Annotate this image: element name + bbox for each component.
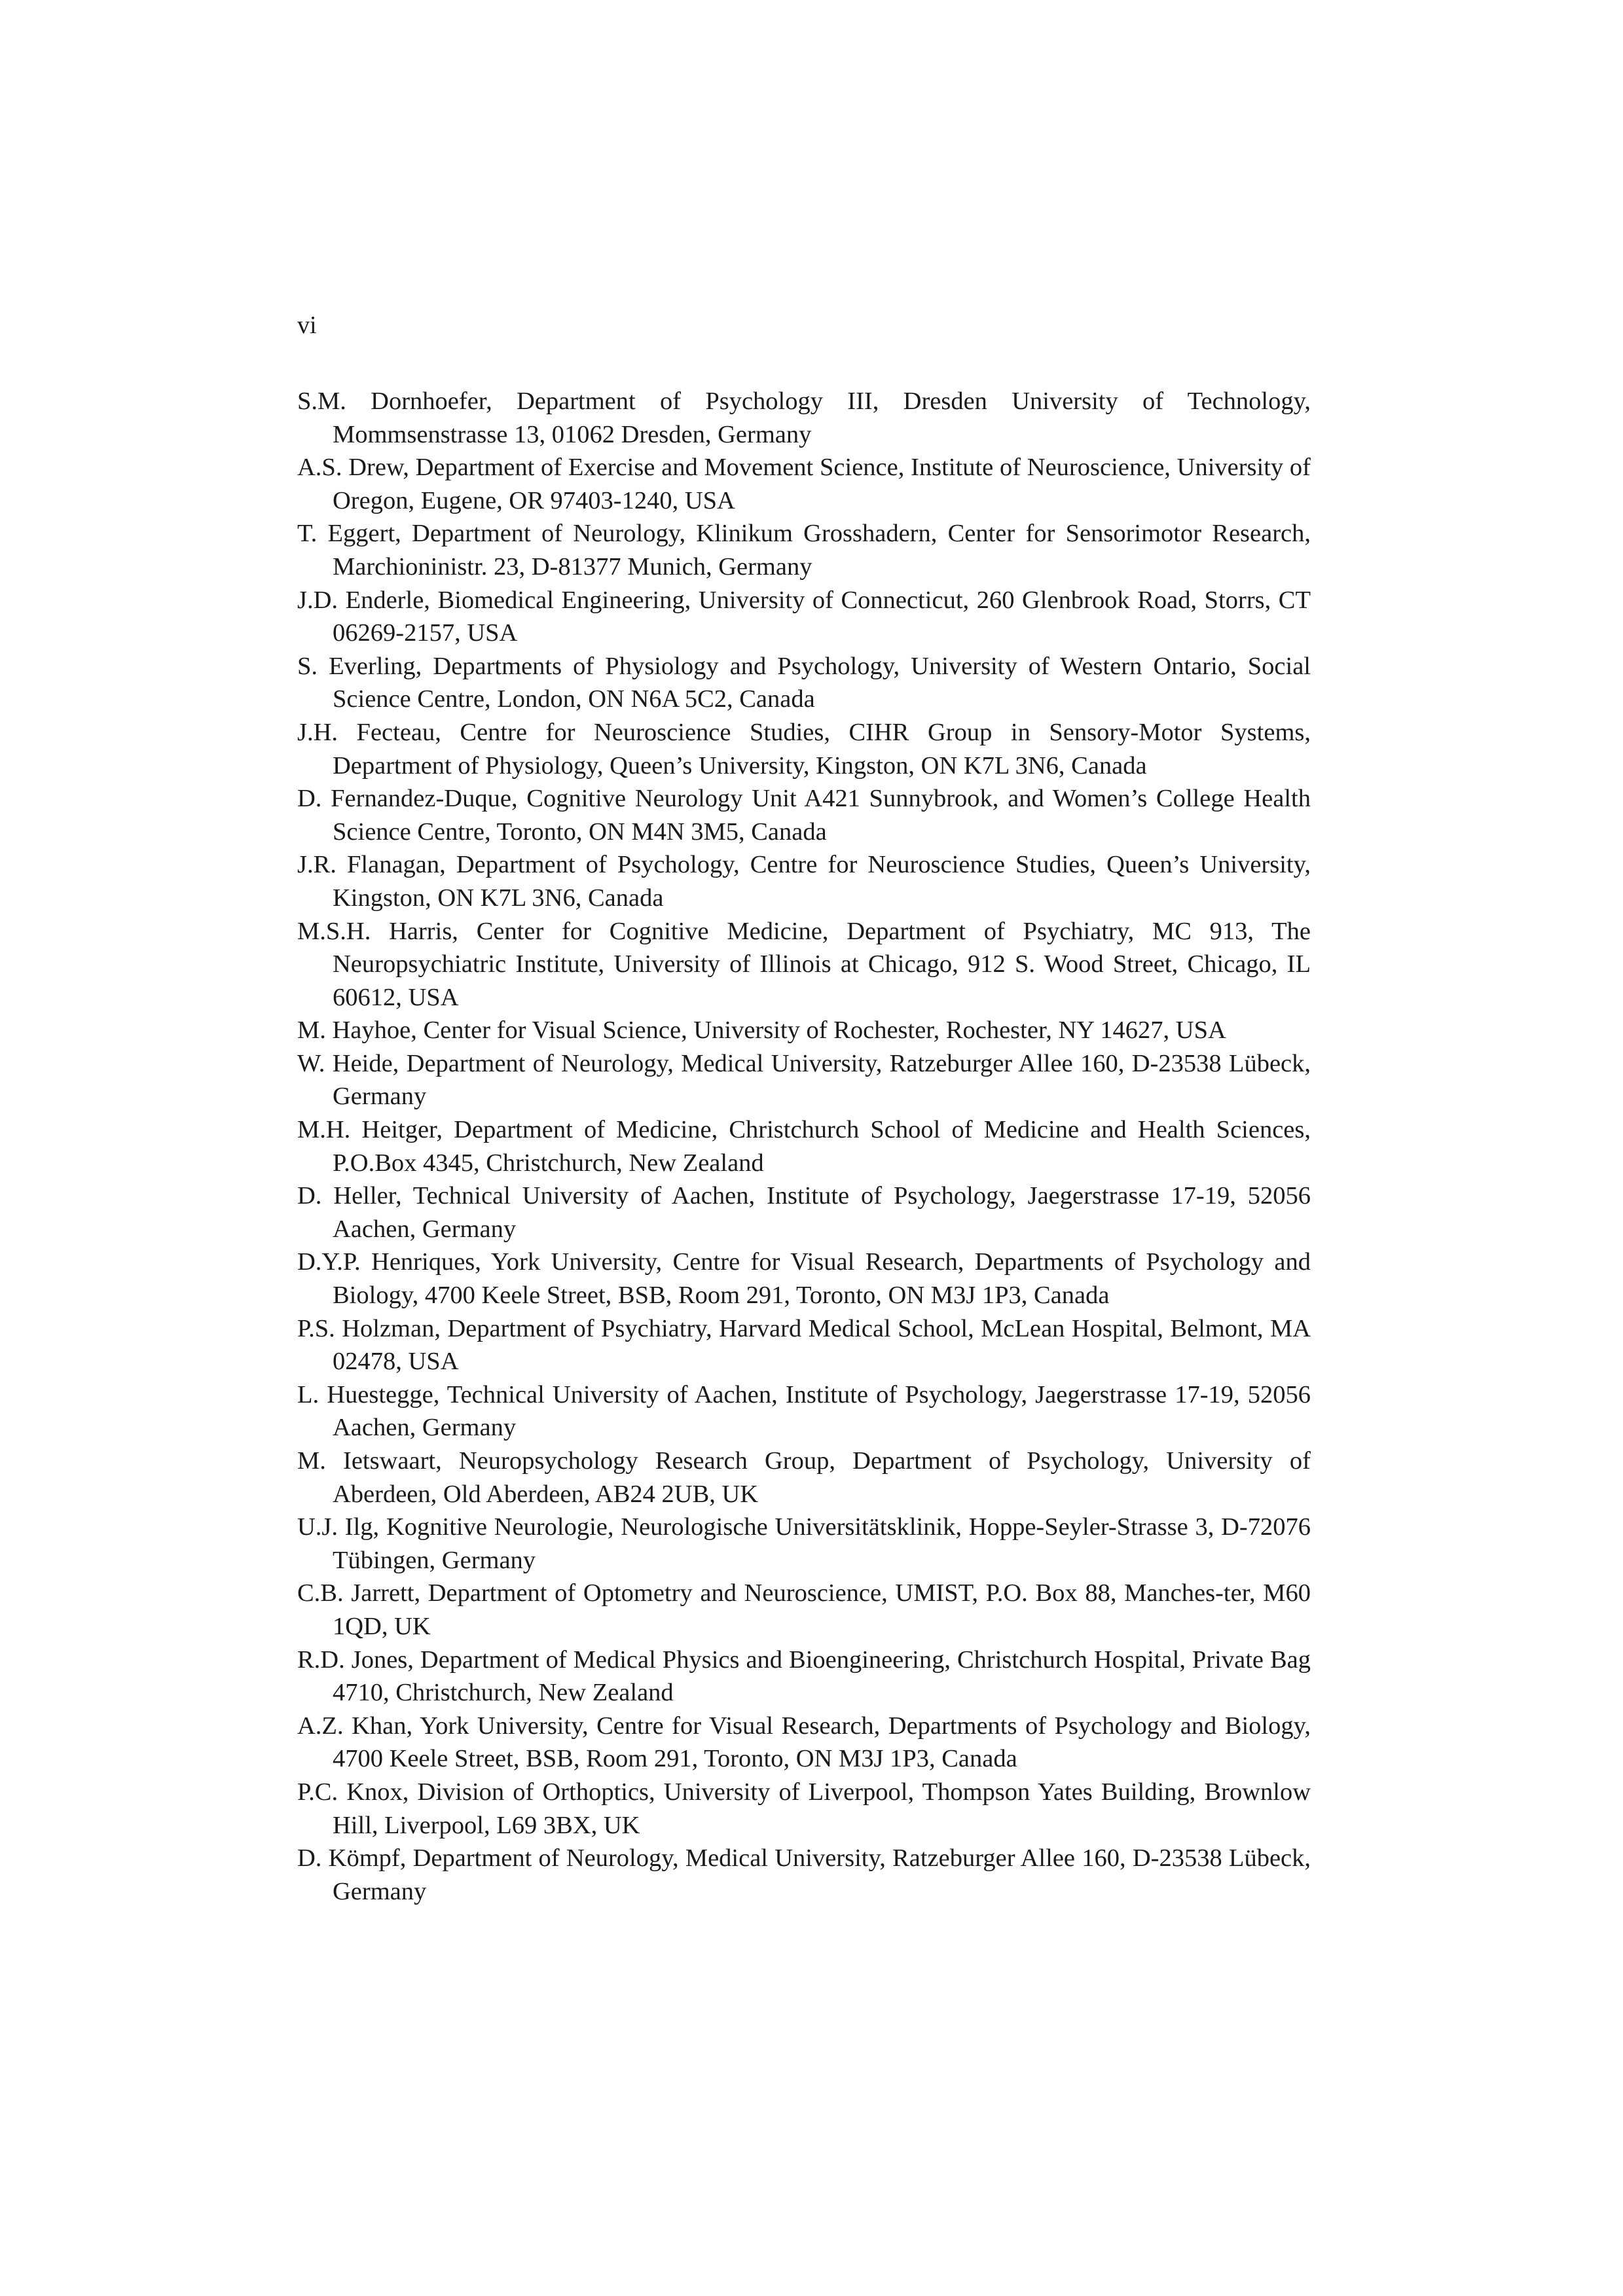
contributor-entry: D. Heller, Technical University of Aachen, Institute of Psychology, Jaegerstrasse 17-19, 52056 Aachen, Germany: [297, 1182, 1311, 1243]
contributor-entry: T. Eggert, Department of Neurology, Klinikum Grosshadern, Center for Sensorimotor Research, Marchioninistr. 23, D-81377 Munich, Germany: [297, 520, 1311, 581]
contributor-entry: M. Hayhoe, Center for Visual Science, University of Rochester, Rochester, NY 14627, USA: [297, 1016, 1226, 1045]
contributor-entry: S.M. Dornhoefer, Department of Psychology III, Dresden University of Technology, Mommsenstrasse 13, 01062 Dresden, Germany: [297, 387, 1311, 448]
contributor-entry: P.C. Knox, Division of Orthoptics, University of Liverpool, Thompson Yates Building, Brownlow Hill, Liverpool, L69 3BX, UK: [297, 1778, 1311, 1839]
page-number: vi: [297, 312, 317, 339]
contributor-entry: A.S. Drew, Department of Exercise and Movement Science, Institute of Neuroscience, University of Oregon, Eugene, OR 97403-1240, USA: [297, 454, 1311, 514]
contributor-entry: P.S. Holzman, Department of Psychiatry, Harvard Medical School, McLean Hospital, Belmont, MA 02478, USA: [297, 1314, 1311, 1376]
contributor-entry: W. Heide, Department of Neurology, Medical University, Ratzeburger Allee 160, D-23538 Lübeck, Germany: [297, 1049, 1311, 1111]
contributor-entry: L. Huestegge, Technical University of Aachen, Institute of Psychology, Jaegerstrasse 17-19, 52056 Aachen, Germany: [297, 1380, 1311, 1442]
contributor-entry: C.B. Jarrett, Department of Optometry and Neuroscience, UMIST, P.O. Box 88, Manches-ter, M60 1QD, UK: [297, 1579, 1311, 1640]
contributor-entry: J.D. Enderle, Biomedical Engineering, University of Connecticut, 260 Glenbrook Road, Storrs, CT 06269-2157, USA: [297, 586, 1311, 647]
contributor-list: [297, 385, 1311, 1908]
contributor-entry: A.Z. Khan, York University, Centre for Visual Research, Departments of Psychology and Biology, 4700 Keele Street, BSB, Room 291, Toronto, ON M3J 1P3, Canada: [297, 1712, 1311, 1773]
contributor-entry: S. Everling, Departments of Physiology and Psychology, University of Western Ontario, Social Science Centre, London, ON N6A 5C2, Canada: [297, 652, 1311, 713]
contributor-entry: D. Fernandez-Duque, Cognitive Neurology Unit A421 Sunnybrook, and Women’s College Health Science Centre, Toronto, ON M4N 3M5, Canada: [297, 785, 1311, 846]
contributor-entry: D. Kömpf, Department of Neurology, Medical University, Ratzeburger Allee 160, D-23538 Lübeck, Germany: [297, 1844, 1311, 1905]
contributor-entry: D.Y.P. Henriques, York University, Centre for Visual Research, Departments of Psychology and Biology, 4700 Keele Street, BSB, Room 291, Toronto, ON M3J 1P3, Canada: [297, 1248, 1311, 1310]
contributor-entry: U.J. Ilg, Kognitive Neurologie, Neurologische Universitätsklinik, Hoppe-Seyler-Strasse 3, D-72076 Tübingen, Germany: [297, 1513, 1311, 1574]
contributor-entry: M.H. Heitger, Department of Medicine, Christchurch School of Medicine and Health Sciences, P.O.Box 4345, Christchurch, New Zealand: [297, 1116, 1311, 1177]
contributor-entry: J.R. Flanagan, Department of Psychology, Centre for Neuroscience Studies, Queen’s University, Kingston, ON K7L 3N6, Canada: [297, 851, 1311, 912]
contributor-entry: R.D. Jones, Department of Medical Physics and Bioengineering, Christchurch Hospital, Private Bag 4710, Christchurch, New Zealand: [297, 1645, 1311, 1707]
contributor-entry: J.H. Fecteau, Centre for Neuroscience Studies, CIHR Group in Sensory-Motor Systems, Department of Physiology, Queen’s University, Kingston, ON K7L 3N6, Canada: [297, 718, 1311, 780]
contributor-entry: M.S.H. Harris, Center for Cognitive Medicine, Department of Psychiatry, MC 913, The Neuropsychiatric Institute, University of Illinois at Chicago, 912 S. Wood Street, Chicago, IL 60612, USA: [297, 917, 1311, 1011]
contributor-entry: M. Ietswaart, Neuropsychology Research Group, Department of Psychology, University of Aberdeen, Old Aberdeen, AB24 2UB, UK: [297, 1447, 1311, 1508]
